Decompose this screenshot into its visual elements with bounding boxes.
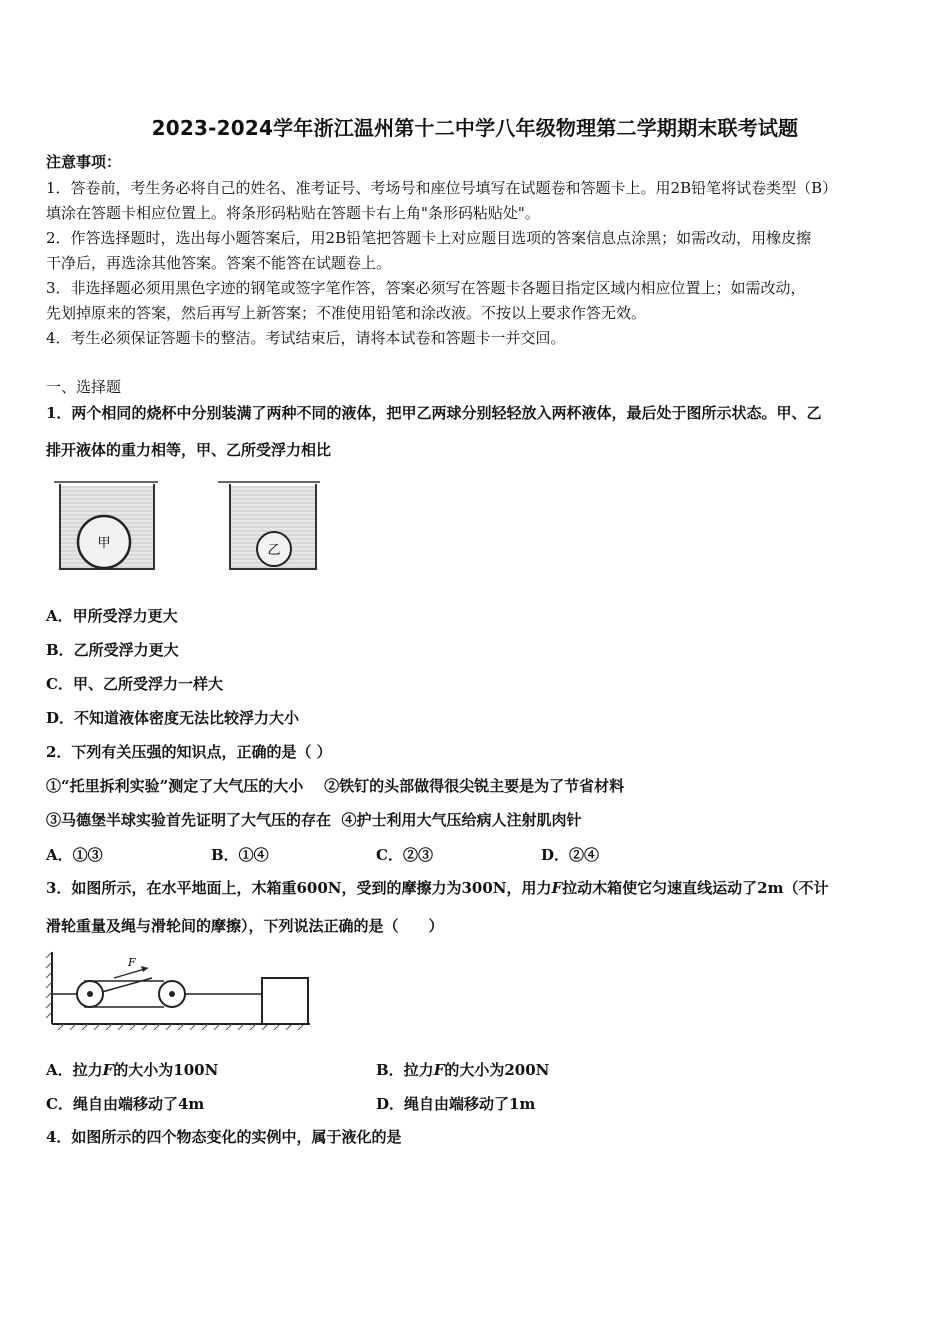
q1-option-d: D．不知道液体密度无法比较浮力大小 [46, 709, 300, 727]
page-title: 2023-2024学年浙江温州第十二中学八年级物理第二学期期末联考试题 [151, 116, 799, 140]
q3-stem-part: 3．如图所示，在水平地面上，木箱重600N，受到的摩擦力为300N，用力 [46, 879, 552, 897]
force-label: F [128, 956, 136, 969]
force-symbol: F [551, 879, 563, 897]
q3-option-a-part: 的大小为100N [113, 1061, 219, 1079]
notice-line: 2．作答选择题时，选出每小题答案后，用2B铅笔把答题卡上对应题目选项的答案信息点涂黑；如需改动，用橡皮擦 [46, 229, 812, 247]
q2-option-b: B．①④ [211, 846, 269, 864]
q3-pulley-figure [44, 948, 314, 1030]
q3-option-d: D．绳自由端移动了1m [376, 1095, 536, 1113]
q1-option-a: A．甲所受浮力更大 [46, 607, 178, 625]
q3-option-b [376, 1059, 549, 1080]
notice-line: 先划掉原来的答案，然后再写上新答案；不准使用铅笔和涂改液。不按以上要求作答无效。 [46, 304, 647, 322]
q3-stem-part: 拉动木箱使它匀速直线运动了2m（不计 [562, 879, 829, 897]
q2-option-a: A．①③ [46, 846, 103, 864]
q2-statements-1: ①“托里拆利实验”测定了大气压的大小 ②铁钉的头部做得很尖锐主要是为了节省材料 [46, 777, 625, 795]
q2-option-c: C．②③ [376, 846, 433, 864]
notice-line: 4．考生必须保证答题卡的整洁。考试结束后，请将本试卷和答题卡一并交回。 [46, 329, 566, 347]
wooden-box [262, 978, 308, 1024]
notice-line: 干净后，再选涂其他答案。答案不能答在试题卷上。 [46, 254, 392, 272]
section-heading: 一、选择题 [46, 378, 122, 396]
ball-b-label: 乙 [267, 543, 281, 558]
notice-line: 填涂在答题卡相应位置上。将条形码粘贴在答题卡右上角"条形码粘贴处"。 [46, 204, 540, 222]
q1-option-c: C．甲、乙所受浮力一样大 [46, 675, 223, 693]
q3-stem: 滑轮重量及绳与滑轮间的摩擦），下列说法正确的是（ ） [46, 917, 444, 935]
q1-stem: 1．两个相同的烧杯中分别装满了两种不同的液体，把甲乙两球分别轻轻放入两杯液体，最后处于图所示状态。甲、乙 [46, 404, 822, 422]
q3-option-a [46, 1059, 218, 1080]
notice-line: 3．非选择题必须用黑色字迹的钢笔或签字笔作答，答案必须写在答题卡各题目指定区域内相应位置上；如需改动， [46, 279, 806, 297]
q4-stem: 4．如图所示的四个物态变化的实例中，属于液化的是 [46, 1128, 402, 1146]
q3-stem [46, 878, 828, 898]
q3-option-b-part: 的大小为200N [444, 1061, 550, 1079]
q1-beakers-figure [48, 476, 338, 576]
q1-stem: 排开液体的重力相等，甲、乙所受浮力相比 [46, 441, 332, 459]
notice-heading: 注意事项： [46, 153, 122, 171]
q2-option-d: D．②④ [541, 846, 600, 864]
ball-a-label: 甲 [97, 536, 111, 551]
beaker-a [54, 482, 158, 569]
force-symbol: F [102, 1061, 114, 1079]
q3-option-c: C．绳自由端移动了4m [46, 1095, 205, 1113]
notice-line: 1．答卷前，考生务必将自己的姓名、准考证号、考场号和座位号填写在试题卷和答题卡上。用2B铅笔将试卷类型（B） [46, 179, 838, 197]
q1-option-b: B．乙所受浮力更大 [46, 641, 179, 659]
q2-statements-2: ③马德堡半球实验首先证明了大气压的存在 ④护士利用大气压给病人注射肌肉针 [46, 811, 582, 829]
force-symbol: F [433, 1061, 445, 1079]
q2-stem: 2．下列有关压强的知识点，正确的是（ ） [46, 743, 332, 761]
q3-option-a-part: A．拉力 [46, 1061, 103, 1079]
q3-option-b-part: B．拉力 [376, 1061, 434, 1079]
